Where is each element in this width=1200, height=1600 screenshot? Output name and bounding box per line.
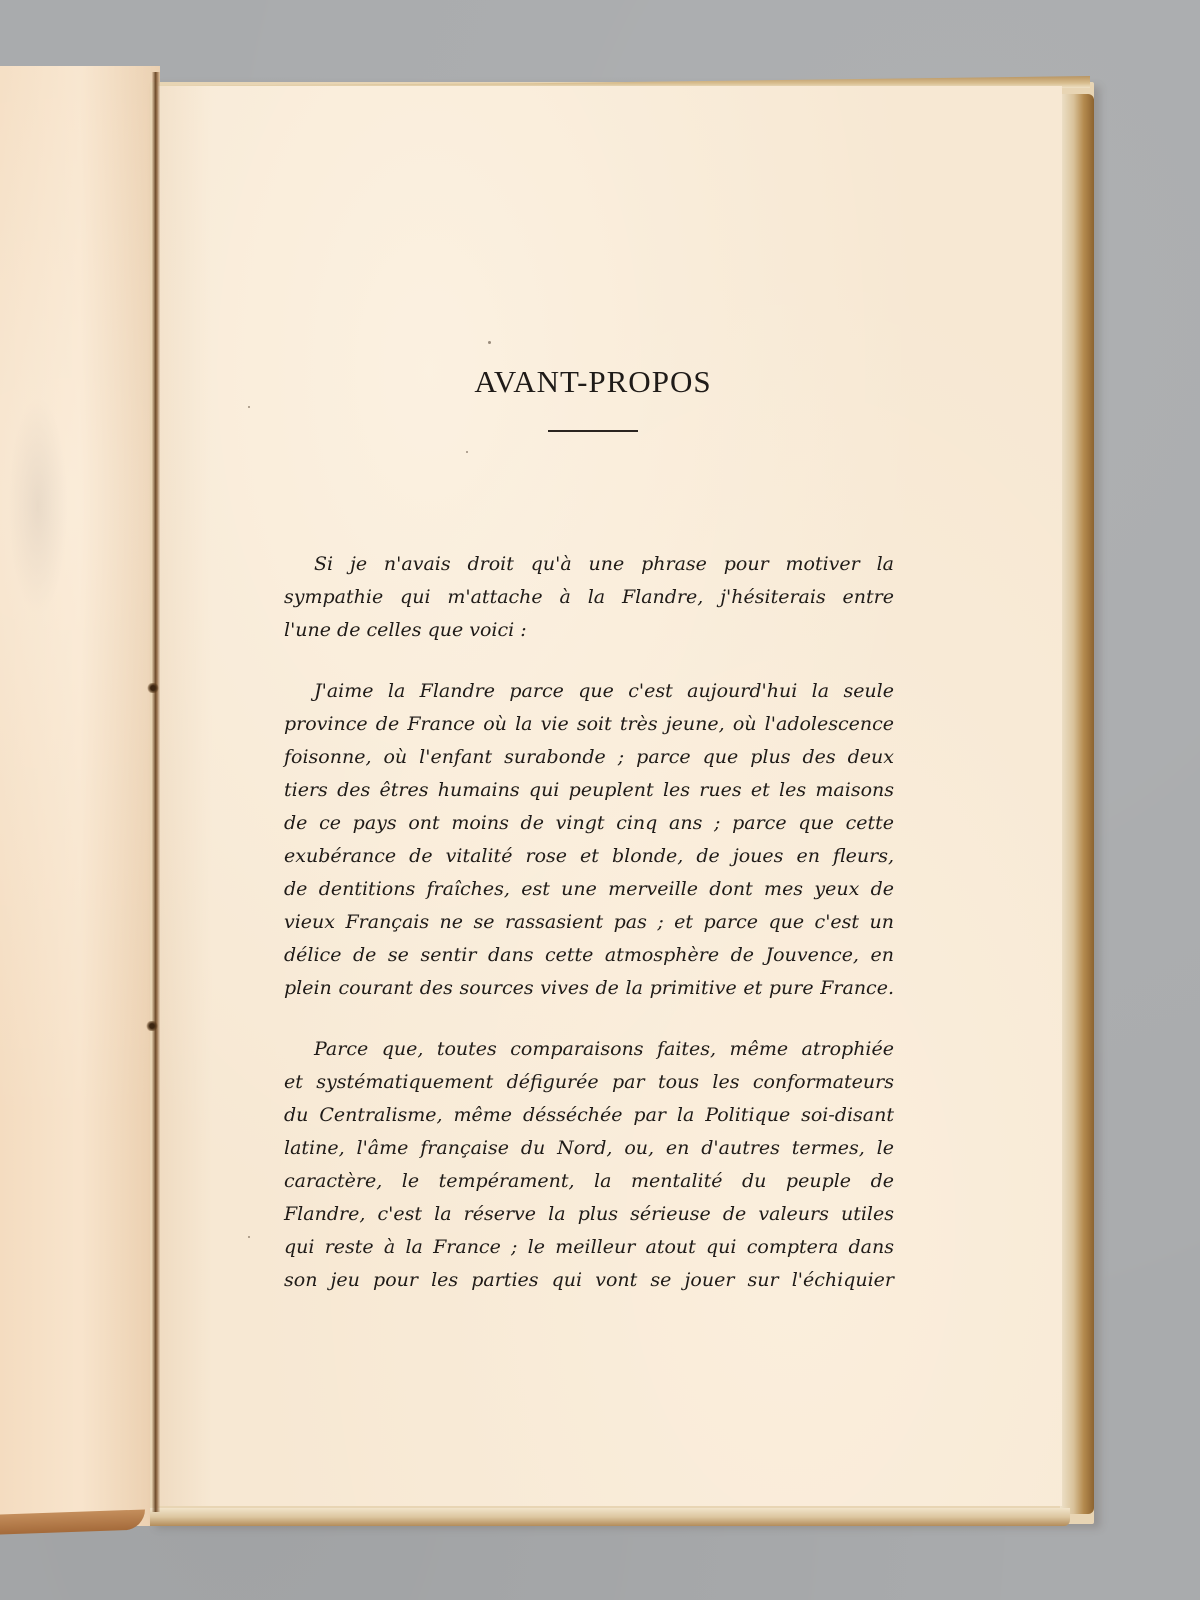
text-line: délice de se sentir dans cette atmosphère de Jouvence, en bbox=[284, 944, 894, 966]
text-line: de ce pays ont moins de vingt cinq ans ; parce que cette bbox=[284, 812, 894, 834]
book-gutter bbox=[152, 72, 160, 1512]
page-block-fore-edge bbox=[1060, 94, 1094, 1514]
paragraph-1 bbox=[284, 548, 894, 647]
text-line: J'aime la Flandre parce que c'est aujourd'hui la seule bbox=[314, 680, 894, 702]
left-page-bottom-edge bbox=[0, 1509, 145, 1534]
text-line: Flandre, c'est la réserve la plus sérieuse de valeurs utiles bbox=[284, 1203, 894, 1225]
paper-speck bbox=[488, 341, 491, 344]
foreword-body bbox=[284, 548, 894, 1297]
paragraph-3 bbox=[284, 1033, 894, 1297]
text-line: sympathie qui m'attache à la Flandre, j'hésiterais entre bbox=[284, 586, 894, 608]
binding-stitch bbox=[146, 1021, 158, 1031]
text-line: tiers des êtres humains qui peuplent les rues et les maisons bbox=[284, 779, 894, 801]
text-line: caractère, le tempérament, la mentalité du peuple de bbox=[284, 1170, 894, 1192]
text-line: qui reste à la France ; le meilleur atout qui comptera dans bbox=[284, 1236, 894, 1258]
text-line: vieux Français ne se rassasient pas ; et parce que c'est un bbox=[284, 911, 894, 933]
text-line: Si je n'avais droit qu'à une phrase pour motiver la bbox=[314, 553, 894, 575]
text-line: Parce que, toutes comparaisons faites, même atrophiée bbox=[314, 1038, 894, 1060]
paper-speck bbox=[248, 1236, 250, 1238]
text-line: et systématiquement défigurée par tous les conformateurs bbox=[284, 1071, 894, 1093]
right-page bbox=[158, 86, 1062, 1506]
text-line: plein courant des sources vives de la primitive et pure France. bbox=[284, 977, 894, 999]
text-line: de dentitions fraîches, est une merveille dont mes yeux de bbox=[284, 878, 894, 900]
foreword bbox=[284, 360, 894, 1325]
paragraph-2 bbox=[284, 675, 894, 1005]
text-line: son jeu pour les parties qui vont se jouer sur l'échiquier bbox=[284, 1269, 894, 1291]
text-line: foisonne, où l'enfant surabonde ; parce que plus des deux bbox=[284, 746, 894, 768]
text-line: latine, l'âme française du Nord, ou, en d'autres termes, le bbox=[284, 1137, 894, 1159]
text-line: du Centralisme, même désséchée par la Politique soi-disant bbox=[284, 1104, 894, 1126]
page-block-bottom-edge bbox=[150, 1508, 1070, 1526]
left-page bbox=[0, 66, 160, 1526]
binding-stitch bbox=[147, 683, 159, 693]
show-through-ink bbox=[8, 396, 68, 616]
text-line: l'une de celles que voici : bbox=[284, 619, 527, 641]
paper-speck bbox=[248, 406, 250, 408]
heading-rule bbox=[548, 430, 638, 432]
foreword-heading: AVANT-PROPOS bbox=[474, 364, 712, 399]
text-line: province de France où la vie soit très jeune, où l'adolescence bbox=[284, 713, 894, 735]
text-line: exubérance de vitalité rose et blonde, de joues en fleurs, bbox=[284, 845, 894, 867]
